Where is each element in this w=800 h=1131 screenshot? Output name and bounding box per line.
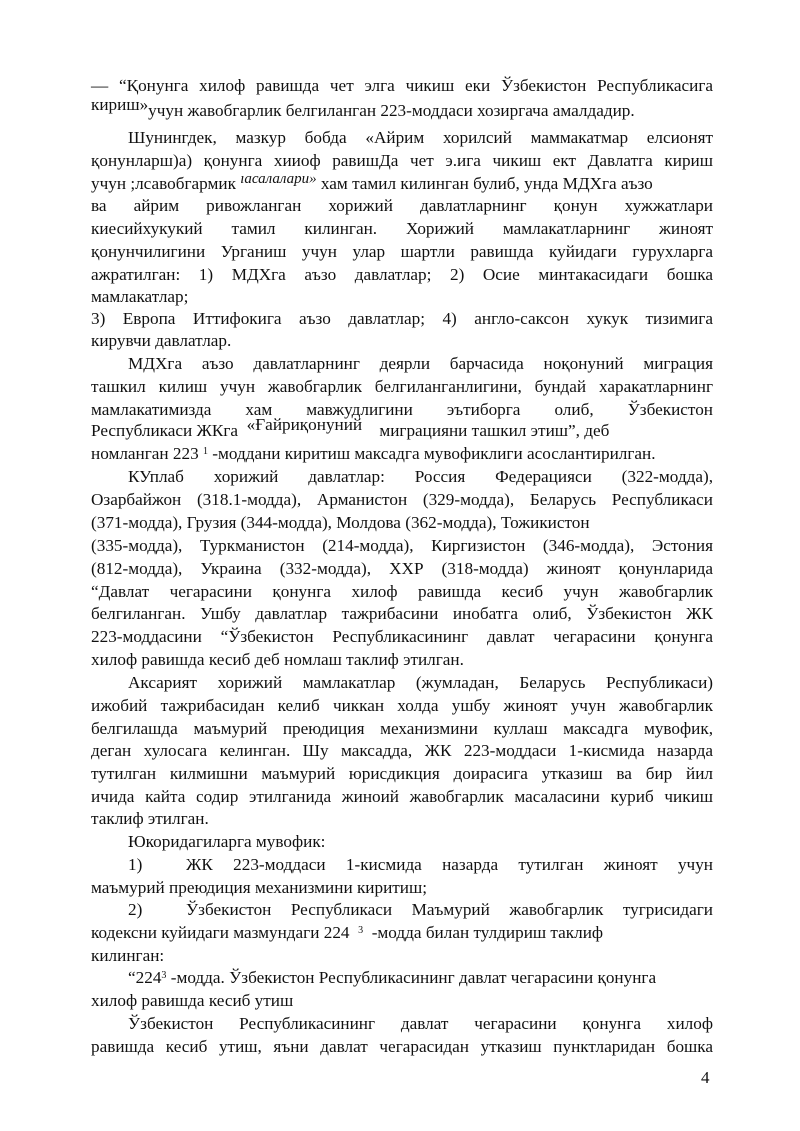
text-line: Аксарият хорижий мамлакатлар (жумладан, Беларусь Республикаси)	[128, 673, 713, 692]
text-line: ажратилган: 1) МДХга аъзо давлатлар; 2) Осие минтакасидаги бошка	[91, 265, 713, 284]
text-line: хилоф равишда кесиб деб номлаш таклиф этилган.	[91, 650, 464, 669]
text-line: Шунингдек, мазкур бобда «Айрим хорилсий маммакатмар елсионят	[128, 128, 713, 147]
text-line	[91, 923, 713, 943]
superscript: 1	[203, 446, 208, 457]
text-line: Ўзбекистон Республикасининг давлат чегарасини қонунга хилоф	[128, 1014, 713, 1033]
text-line: хилоф равишда кесиб утиш	[91, 991, 294, 1010]
text-line: КУплаб хорижий давлатлар: Россия Федерацияси (322-модда),	[128, 467, 713, 486]
text-line: Ўзбекистон Республикаси Маъмурий жавобгарлик тугрисидаги	[186, 900, 713, 919]
text-fragment: хам тамил килинган булиб, унда МДХга аъзо	[320, 174, 653, 193]
text-fragment: -модда. Ўзбекистон Республикасининг давлат чегарасини қонунга	[170, 968, 657, 987]
text-line: тутилган килмишни маъмурий юрисдикция доирасига утказиш ва бир йил	[91, 764, 713, 783]
text-line: қонунларш)а) қонунга хииоф равишДа чет э.ига чикиш ект Давлатга кириш	[91, 151, 713, 170]
text-line: мамлакатлар;	[91, 287, 189, 306]
text-fragment: миграцияни ташкил этиш”, деб	[379, 421, 610, 440]
text-line: белгиланган. Ушбу давлатлар тажрибасини инобатга олиб, Ўзбекистон ЖК	[91, 604, 713, 623]
text-fragment: Республикаси ЖКга	[91, 421, 239, 440]
text-line: мамлакатимизда хам мавжудлигини эътиборга олиб, Ўзбекистон	[91, 400, 713, 419]
text-line: Юкоридагиларга мувофик:	[128, 832, 326, 851]
text-line: белгилашда маъмурий преюдиция механизмини куллаш максадга мувофик,	[91, 719, 713, 738]
text-line	[91, 444, 713, 464]
text-line: деган хулосага келинган. Шу максадда, ЖК 223-моддаси 1-кисмида назарда	[91, 741, 713, 760]
text-fragment: кириш»	[91, 95, 149, 114]
text-line: МДХга аъзо давлатларнинг деярли барчасида ноқонуний миграция	[128, 354, 713, 373]
superscript: 3	[161, 970, 167, 981]
text-line: “Давлат чегарасини қонунга хилоф равишда кесиб учун жавобгарлик	[91, 582, 713, 601]
text-line: таклиф этилган.	[91, 809, 209, 828]
text-line: ЖК 223-моддаси 1-кисмида назарда тутилган жиноят учун	[186, 855, 713, 874]
text-line: Озарбайжон (318.1-модда), Арманистон (329-модда), Беларусь Республикаси	[91, 490, 713, 509]
list-number: 1)	[128, 855, 143, 874]
text-line: равишда кесиб утиш, яъни давлат чегарасидан утказиш пунктларидан бошка	[91, 1037, 713, 1056]
text-fragment: -модда билан тулдириш таклиф	[371, 923, 604, 942]
text-line	[128, 968, 713, 988]
text-line: ичида кайта содир этилганида жиноий жавобгарлик масаласини куриб чикиш	[91, 787, 713, 806]
text-line: 223-моддасини “Ўзбекистон Республикасининг давлат чегарасини қонунга	[91, 627, 713, 646]
text-line: ташкил килиш учун жавобгарлик белгиланганлигини, бундай харакатларнинг	[91, 377, 713, 396]
text-line	[91, 415, 713, 441]
text-line: (371-модда), Грузия (344-модда), Молдова (362-модда), Тожикистон	[91, 513, 590, 532]
text-fragment: учун жавобгарлик белгиланган 223-моддаси хозиргача амалдадир.	[148, 101, 635, 120]
text-line: килинган:	[91, 946, 165, 965]
text-line: ижобий тажрибасидан келиб чиккан холда ушбу жиноят учун жавобгарлик	[91, 696, 713, 715]
text-line: ва айрим ривожланган хорижий давлатларнинг қонун хужжатлари	[91, 196, 713, 215]
text-line: маъмурий преюдиция механизмини киритиш;	[91, 878, 428, 897]
text-line	[91, 95, 713, 121]
text-line: (812-модда), Украина (332-модда), ХХР (318-модда) жиноят қонунларида	[91, 559, 713, 578]
text-fragment: номланган 223	[91, 444, 199, 463]
text-line	[91, 171, 713, 195]
text-fragment: «Ғайриқонуний	[246, 415, 363, 434]
text-fragment: “224	[128, 968, 162, 987]
text-line: қонунчилигини Урганиш учун улар шартли равишда куйидаги гурухларга	[91, 242, 713, 261]
text-fragment: -моддани киритиш максадга мувофиклиги асослантирилган.	[212, 444, 656, 463]
superscript: 3	[358, 925, 364, 936]
text-fragment: кодексни куйидаги мазмундаги 224	[91, 923, 350, 942]
list-number: 2)	[128, 900, 143, 919]
text-line: — “Қонунга хилоф равишда чет элга чикиш еки Ўзбекистон Республикасига	[91, 76, 713, 95]
text-line: кирувчи давлатлар.	[91, 331, 232, 350]
handwritten-fragment: ıасалалари»	[240, 171, 317, 187]
text-fragment: учун ;лсавобгармик	[91, 174, 236, 193]
page-number: 4	[701, 1068, 710, 1087]
text-line: киесийхукукий тамил килинган. Хорижий мамлакатларнинг жиноят	[91, 219, 713, 238]
text-line: (335-модда), Туркманистон (214-модда), Киргизистон (346-модда), Эстония	[91, 536, 713, 555]
text-line: 3) Европа Иттифокига аъзо давлатлар; 4) англо-саксон хукук тизимига	[91, 309, 713, 328]
